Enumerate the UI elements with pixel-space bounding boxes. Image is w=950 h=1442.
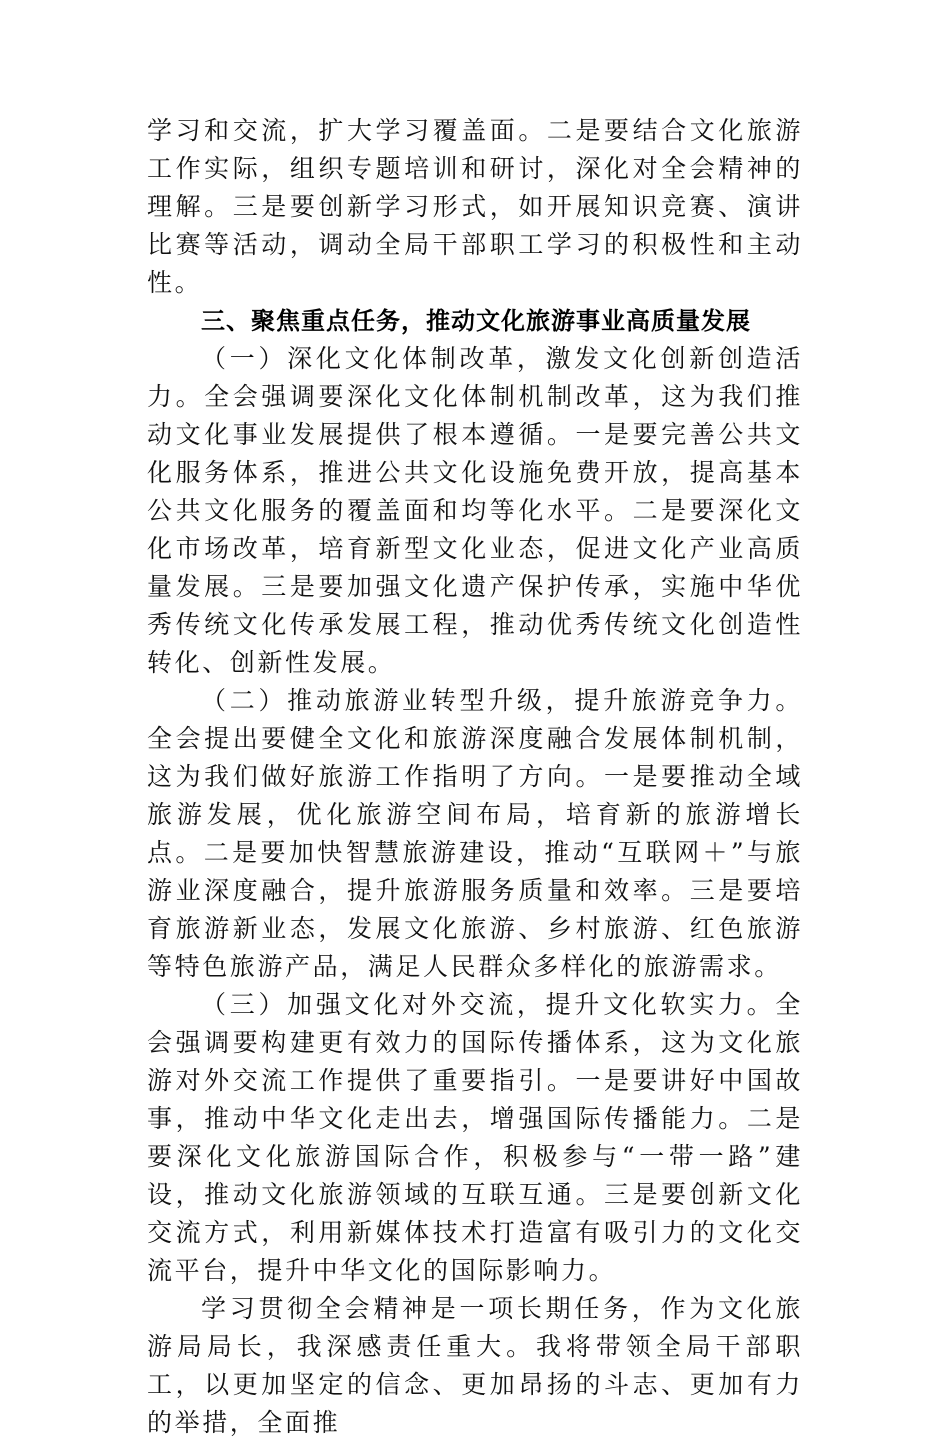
body-paragraph: 学习贯彻全会精神是一项长期任务，作为文化旅游局局长，我深感责任重大。我将带领全局干部职工，以更加坚定的信念、更加昂扬的斗志、更加有力的举措，全面推: [147, 1294, 803, 1437]
document-body: [147, 112, 803, 1442]
body-paragraph: 学习和交流，扩大学习覆盖面。二是要结合文化旅游工作实际，组织专题培训和研讨，深化对全会精神的理解。三是要创新学习形式，如开展知识竞赛、演讲比赛等活动，调动全局干部职工学习的积极性和主动性。: [147, 116, 803, 297]
body-paragraph: （三）加强文化对外交流，提升文化软实力。全会强调要构建更有效力的国际传播体系，这为文化旅游对外交流工作提供了重要指引。一是要讲好中国故事，推动中华文化走出去，增强国际传播能力。二是要深化文化旅游国际合作，积极参与“一带一路”建设，推动文化旅游领域的互联互通。三是要创新文化交流方式，利用新媒体技术打造富有吸引力的文化交流平台，提升中华文化的国际影响力。: [147, 990, 803, 1285]
body-paragraph: （一）深化文化体制改革，激发文化创新创造活力。全会强调要深化文化体制机制改革，这为我们推动文化事业发展提供了根本遵循。一是要完善公共文化服务体系，推进公共文化设施免费开放，提高基本公共文化服务的覆盖面和均等化水平。二是要深化文化市场改革，培育新型文化业态，促进文化产业高质量发展。三是要加强文化遗产保护传承，实施中华优秀传统文化传承发展工程，推动优秀传统文化创造性转化、创新性发展。: [147, 344, 803, 677]
body-paragraph: （二）推动旅游业转型升级，提升旅游竞争力。全会提出要健全文化和旅游深度融合发展体制机制，这为我们做好旅游工作指明了方向。一是要推动全域旅游发展，优化旅游空间布局，培育新的旅游增长点。二是要加快智慧旅游建设，推动“互联网＋”与旅游业深度融合，提升旅游服务质量和效率。三是要培育旅游新业态，发展文化旅游、乡村旅游、红色旅游等特色旅游产品，满足人民群众多样化的旅游需求。: [147, 686, 803, 981]
section-heading: 三、聚焦重点任务，推动文化旅游事业高质量发展: [201, 307, 751, 335]
